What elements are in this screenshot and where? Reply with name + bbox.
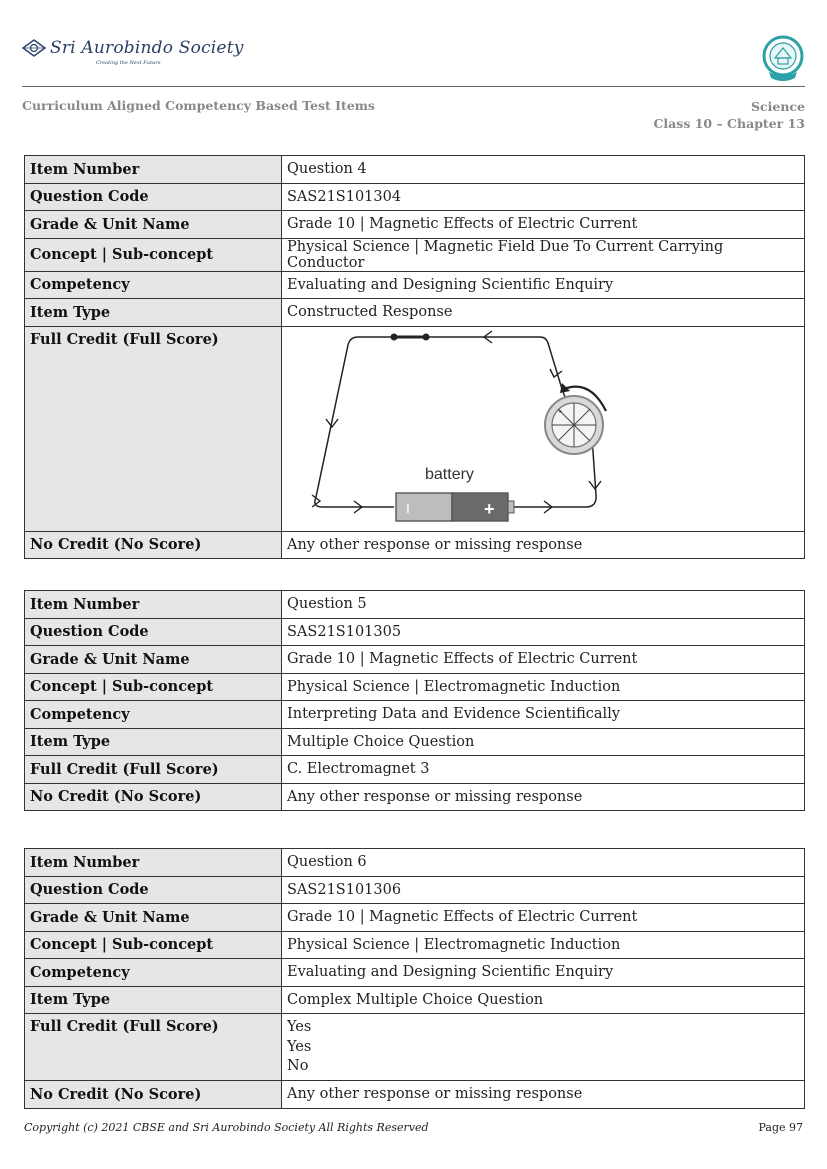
value-no-credit: Any other response or missing response	[282, 1081, 805, 1109]
value-full-credit: C. Electromagnet 3	[282, 756, 805, 784]
value-competency: Interpreting Data and Evidence Scientifically	[282, 701, 805, 729]
label-grade-unit: Grade & Unit Name	[25, 211, 282, 239]
table-row	[25, 211, 805, 239]
value-grade-unit: Grade 10 | Magnetic Effects of Electric Current	[282, 211, 805, 239]
answer-line: No	[287, 1058, 309, 1074]
value-no-credit: Any other response or missing response	[282, 783, 805, 811]
item-table-question-4	[24, 155, 805, 559]
battery-plus-sign: +	[484, 498, 495, 519]
label-no-credit: No Credit (No Score)	[25, 531, 282, 559]
label-full-credit: Full Credit (Full Score)	[25, 756, 282, 784]
table-row	[25, 783, 805, 811]
label-grade-unit: Grade & Unit Name	[25, 904, 282, 932]
label-concept: Concept | Sub-concept	[25, 931, 282, 959]
brand-name: Sri Aurobindo Society	[50, 38, 244, 58]
document-subtitle: Curriculum Aligned Competency Based Test Items	[22, 98, 375, 113]
circuit-diagram	[300, 327, 630, 531]
switch-terminal	[391, 333, 398, 340]
table-row	[25, 299, 805, 327]
value-question-code: SAS21S101305	[282, 618, 805, 646]
chapter-name: Class 10 – Chapter 13	[653, 116, 805, 131]
subject-name: Science	[751, 99, 805, 114]
table-row	[25, 728, 805, 756]
label-full-credit: Full Credit (Full Score)	[25, 1014, 282, 1081]
value-question-code: SAS21S101304	[282, 183, 805, 211]
item-table-question-5	[24, 590, 805, 811]
table-row	[25, 618, 805, 646]
table-row	[25, 959, 805, 987]
table-row	[25, 271, 805, 299]
label-item-type: Item Type	[25, 986, 282, 1014]
compass-icon	[545, 396, 603, 454]
label-item-number: Item Number	[25, 849, 282, 877]
label-item-number: Item Number	[25, 156, 282, 184]
table-row	[25, 673, 805, 701]
value-concept: Physical Science | Magnetic Field Due To Current Carrying Conductor	[282, 238, 805, 271]
cbse-seal-icon	[761, 34, 805, 82]
value-item-type: Complex Multiple Choice Question	[282, 986, 805, 1014]
value-grade-unit: Grade 10 | Magnetic Effects of Electric Current	[282, 646, 805, 674]
battery-label: battery	[425, 465, 474, 483]
answer-line: Yes	[287, 1019, 312, 1035]
value-item-type: Multiple Choice Question	[282, 728, 805, 756]
value-item-number: Question 4	[282, 156, 805, 184]
switch-terminal	[423, 333, 430, 340]
table-row	[25, 1014, 805, 1081]
table-row	[25, 876, 805, 904]
value-competency: Evaluating and Designing Scientific Enquiry	[282, 959, 805, 987]
value-item-type: Constructed Response	[282, 299, 805, 327]
label-grade-unit: Grade & Unit Name	[25, 646, 282, 674]
value-concept: Physical Science | Electromagnetic Induction	[282, 673, 805, 701]
value-item-number: Question 5	[282, 591, 805, 619]
table-row	[25, 986, 805, 1014]
copyright-text: Copyright (c) 2021 CBSE and Sri Aurobindo Society All Rights Reserved	[24, 1121, 429, 1134]
label-competency: Competency	[25, 701, 282, 729]
value-no-credit: Any other response or missing response	[282, 531, 805, 559]
label-question-code: Question Code	[25, 183, 282, 211]
label-no-credit: No Credit (No Score)	[25, 783, 282, 811]
table-row	[25, 326, 805, 531]
table-row	[25, 156, 805, 184]
page-header	[22, 34, 805, 84]
label-item-type: Item Type	[25, 728, 282, 756]
table-row	[25, 756, 805, 784]
table-row	[25, 931, 805, 959]
item-table-question-6	[24, 848, 805, 1109]
page-number: Page 97	[758, 1121, 803, 1134]
table-row	[25, 849, 805, 877]
lotus-logo-icon	[22, 39, 46, 57]
table-row	[25, 904, 805, 932]
label-question-code: Question Code	[25, 618, 282, 646]
table-row	[25, 646, 805, 674]
value-competency: Evaluating and Designing Scientific Enquiry	[282, 271, 805, 299]
header-rule	[22, 86, 805, 87]
label-item-type: Item Type	[25, 299, 282, 327]
answer-line: Yes	[287, 1038, 312, 1055]
label-competency: Competency	[25, 271, 282, 299]
subject-block	[653, 98, 805, 132]
label-concept: Concept | Sub-concept	[25, 673, 282, 701]
value-question-code: SAS21S101306	[282, 876, 805, 904]
brand-tagline: Creating the Next Future	[96, 60, 161, 66]
label-concept: Concept | Sub-concept	[25, 238, 282, 271]
label-competency: Competency	[25, 959, 282, 987]
table-row	[25, 531, 805, 559]
table-row	[25, 591, 805, 619]
value-concept: Physical Science | Electromagnetic Induction	[282, 931, 805, 959]
label-question-code: Question Code	[25, 876, 282, 904]
value-full-credit-figure	[282, 326, 805, 531]
table-row	[25, 701, 805, 729]
battery-icon	[396, 493, 514, 521]
table-row	[25, 238, 805, 271]
battery-minus-sign: I	[406, 499, 410, 516]
society-logo	[22, 38, 244, 66]
label-full-credit: Full Credit (Full Score)	[25, 326, 282, 531]
label-no-credit: No Credit (No Score)	[25, 1081, 282, 1109]
table-row	[25, 1081, 805, 1109]
value-grade-unit: Grade 10 | Magnetic Effects of Electric Current	[282, 904, 805, 932]
value-full-credit-list	[282, 1014, 805, 1081]
label-item-number: Item Number	[25, 591, 282, 619]
value-item-number: Question 6	[282, 849, 805, 877]
table-row	[25, 183, 805, 211]
